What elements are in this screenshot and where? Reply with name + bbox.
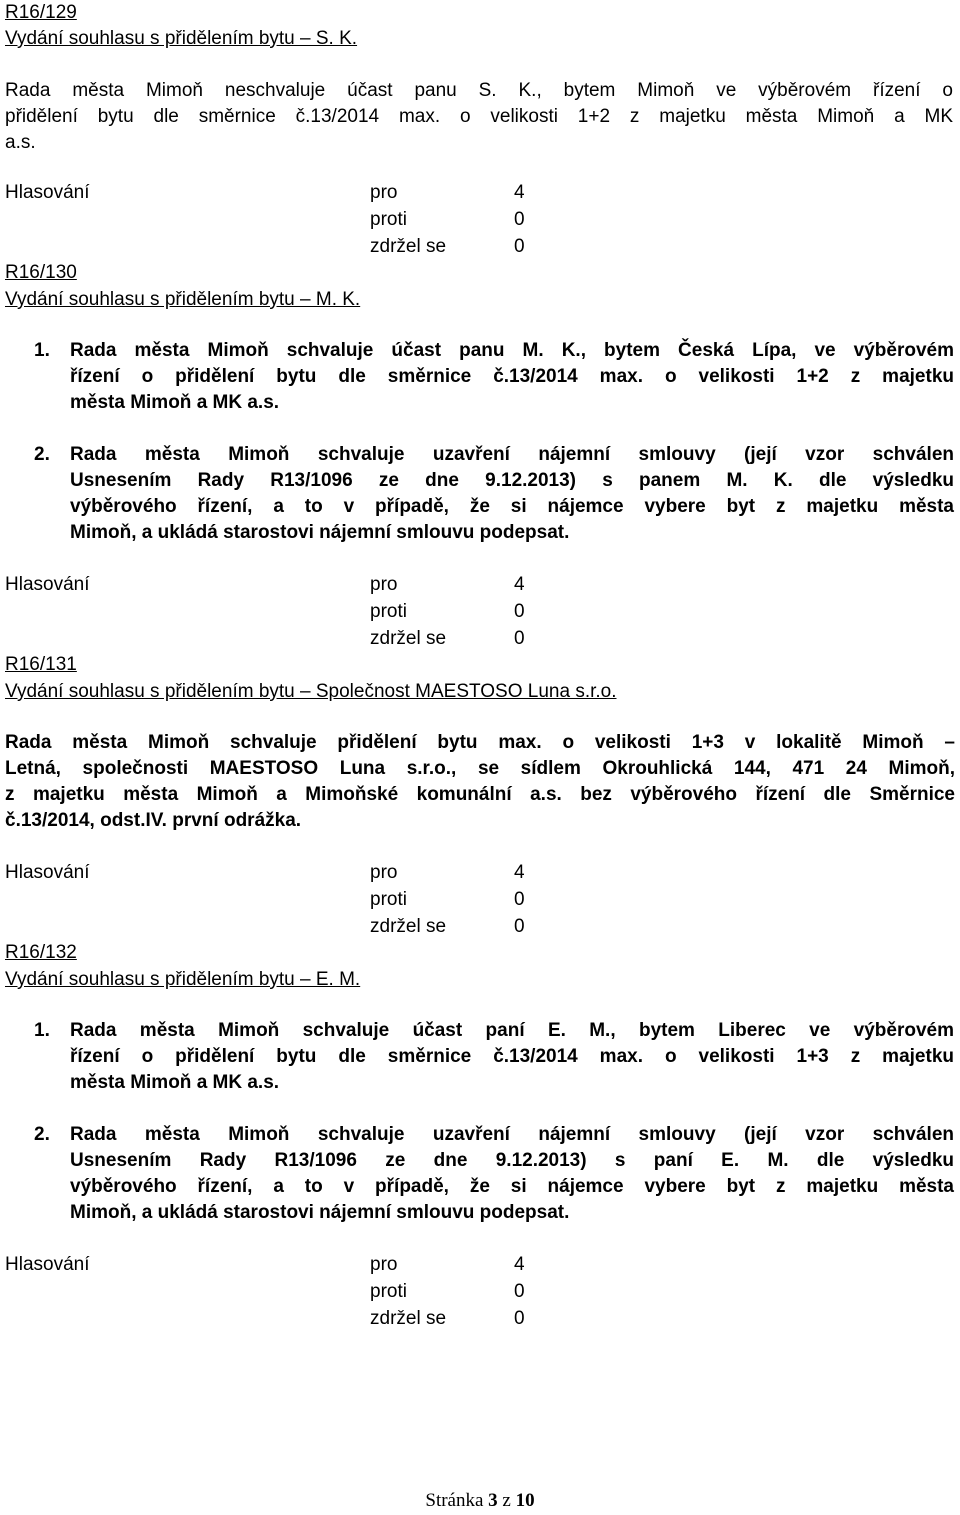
- resolution-subject-r129: Vydání souhlasu s přidělením bytu – S. K.: [5, 28, 358, 49]
- resolution-text-line: Rada města Mimoň neschvaluje účast panu S. K., bytem Mimoň ve výběrovém řízení o: [5, 80, 953, 101]
- vote-pro-label: pro: [370, 862, 398, 883]
- resolution-code-r132: R16/132: [5, 942, 77, 963]
- vote-pro-label: pro: [370, 574, 398, 595]
- vote-label: Hlasování: [5, 1254, 90, 1275]
- point-text-line: výběrového řízení, a to v případě, že si nájemce vybere byt z majetku města: [70, 1176, 954, 1197]
- resolution-text-line: Letná, společnosti MAESTOSO Luna s.r.o., se sídlem Okrouhlická 144, 471 24 Mimoň,: [5, 758, 955, 779]
- vote-proti-label: proti: [370, 1281, 407, 1302]
- resolution-code-r130: R16/130: [5, 262, 77, 283]
- point-text-line: Rada města Mimoň schvaluje uzavření nájemní smlouvy (její vzor schválen: [70, 1124, 954, 1145]
- vote-proti-value: 0: [514, 209, 525, 230]
- point-text-line: města Mimoň a MK a.s.: [70, 392, 280, 413]
- resolution-text-line: č.13/2014, odst.IV. první odrážka.: [5, 810, 302, 831]
- point-text-line: Rada města Mimoň schvaluje uzavření nájemní smlouvy (její vzor schválen: [70, 444, 954, 465]
- resolution-text-line: přidělení bytu dle směrnice č.13/2014 max. o velikosti 1+2 z majetku města Mimoň a MK: [5, 106, 953, 127]
- resolution-subject-r132: Vydání souhlasu s přidělením bytu – E. M.: [5, 969, 361, 990]
- footer-of: z: [502, 1490, 511, 1511]
- page-footer: [0, 1488, 960, 1514]
- resolution-text-line: Rada města Mimoň schvaluje přidělení bytu max. o velikosti 1+3 v lokalitě Mimoň –: [5, 732, 955, 753]
- vote-zdrzel-value: 0: [514, 916, 525, 937]
- vote-pro-value: 4: [514, 862, 525, 883]
- point-text-line: řízení o přidělení bytu dle směrnice č.13/2014 max. o velikosti 1+3 z majetku: [70, 1046, 954, 1067]
- point-text-line: Mimoň, a ukládá starostovi nájemní smlouvu podepsat.: [70, 1202, 570, 1223]
- vote-zdrzel-label: zdržel se: [370, 916, 447, 937]
- vote-pro-label: pro: [370, 182, 398, 203]
- resolution-code-r129: R16/129: [5, 2, 77, 23]
- vote-block: [0, 860, 960, 940]
- vote-proti-value: 0: [514, 889, 525, 910]
- vote-proti-label: proti: [370, 209, 407, 230]
- vote-zdrzel-value: 0: [514, 628, 525, 649]
- point-number: 1.: [34, 1020, 50, 1041]
- point-text-line: řízení o přidělení bytu dle směrnice č.13/2014 max. o velikosti 1+2 z majetku: [70, 366, 954, 387]
- vote-label: Hlasování: [5, 574, 90, 595]
- resolution-text-line: z majetku města Mimoň a Mimoňské komunální a.s. bez výběrového řízení dle Směrnice: [5, 784, 955, 805]
- vote-label: Hlasování: [5, 862, 90, 883]
- footer-prefix: Stránka: [425, 1490, 484, 1511]
- vote-zdrzel-label: zdržel se: [370, 1308, 447, 1329]
- point-text-line: Rada města Mimoň schvaluje účast panu M. K., bytem Česká Lípa, ve výběrovém: [70, 340, 954, 361]
- footer-page-number: 3: [488, 1490, 498, 1511]
- vote-zdrzel-value: 0: [514, 236, 525, 257]
- resolution-text-line: a.s.: [5, 132, 36, 153]
- vote-proti-label: proti: [370, 601, 407, 622]
- point-number: 2.: [34, 1124, 50, 1145]
- vote-proti-label: proti: [370, 889, 407, 910]
- footer-total-pages: 10: [515, 1490, 535, 1511]
- vote-proti-value: 0: [514, 1281, 525, 1302]
- point-text-line: Usnesením Rady R13/1096 ze dne 9.12.2013) s paní E. M. dle výsledku: [70, 1150, 954, 1171]
- vote-label: Hlasování: [5, 182, 90, 203]
- resolution-subject-r131: Vydání souhlasu s přidělením bytu – Společnost MAESTOSO Luna s.r.o.: [5, 681, 617, 702]
- point-text-line: Mimoň, a ukládá starostovi nájemní smlouvu podepsat.: [70, 522, 570, 543]
- vote-proti-value: 0: [514, 601, 525, 622]
- vote-pro-value: 4: [514, 574, 525, 595]
- vote-zdrzel-label: zdržel se: [370, 628, 447, 649]
- vote-zdrzel-value: 0: [514, 1308, 525, 1329]
- vote-block: [0, 1252, 960, 1332]
- vote-pro-value: 4: [514, 182, 525, 203]
- point-number: 1.: [34, 340, 50, 361]
- resolution-code-r131: R16/131: [5, 654, 77, 675]
- vote-pro-label: pro: [370, 1254, 398, 1275]
- point-number: 2.: [34, 444, 50, 465]
- resolution-subject-r130: Vydání souhlasu s přidělením bytu – M. K.: [5, 289, 361, 310]
- vote-block: [0, 572, 960, 652]
- point-text-line: města Mimoň a MK a.s.: [70, 1072, 280, 1093]
- vote-zdrzel-label: zdržel se: [370, 236, 447, 257]
- point-text-line: Rada města Mimoň schvaluje účast paní E. M., bytem Liberec ve výběrovém: [70, 1020, 954, 1041]
- vote-block: [0, 180, 960, 260]
- point-text-line: výběrového řízení, a to v případě, že si nájemce vybere byt z majetku města: [70, 496, 954, 517]
- point-text-line: Usnesením Rady R13/1096 ze dne 9.12.2013) s panem M. K. dle výsledku: [70, 470, 954, 491]
- vote-pro-value: 4: [514, 1254, 525, 1275]
